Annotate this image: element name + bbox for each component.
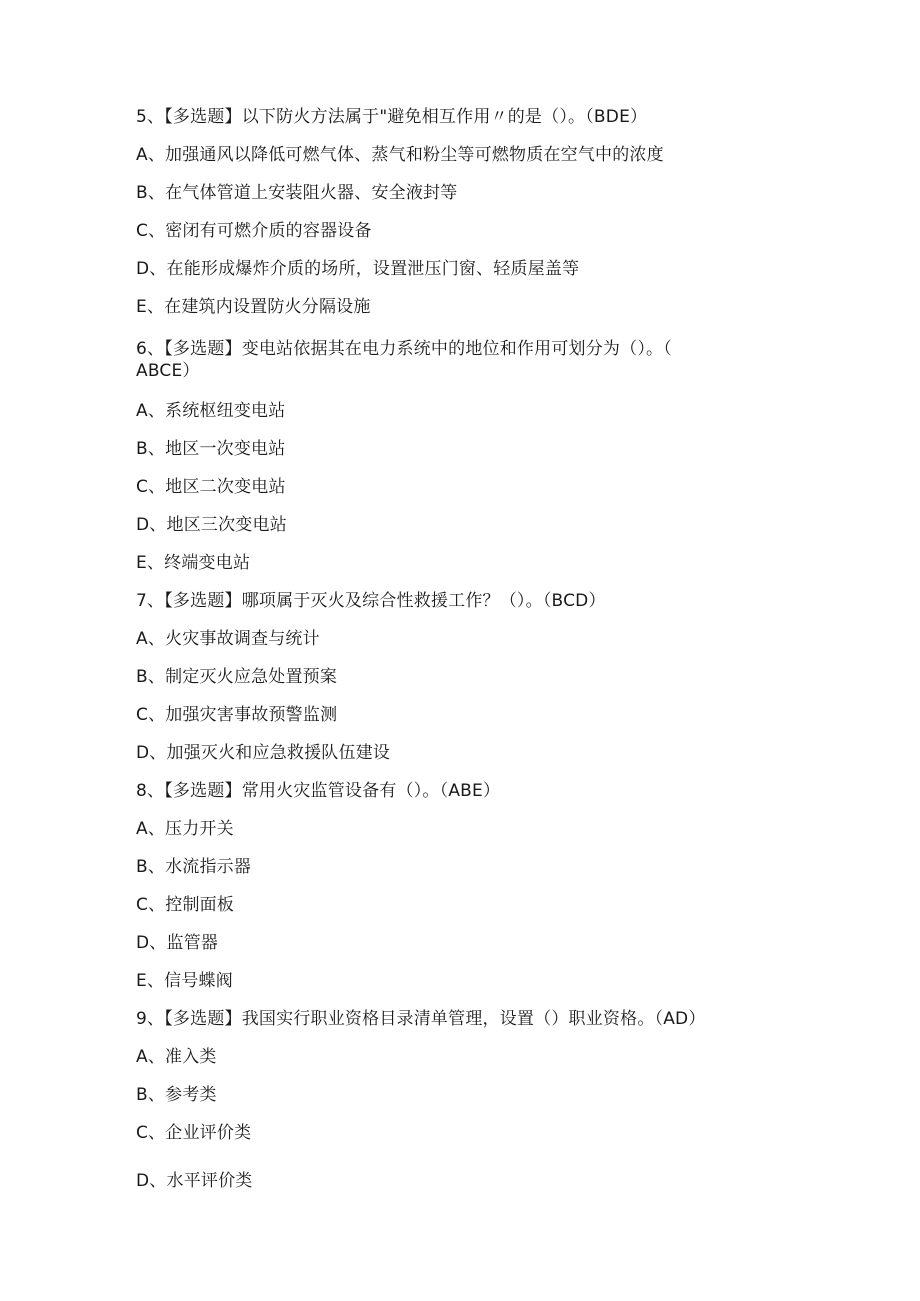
question-9-option-d: D、水平评价类 [136, 1171, 253, 1191]
question-9-option-b: B、参考类 [136, 1085, 217, 1105]
question-7-option-b: B、制定灭火应急处置预案 [136, 667, 338, 687]
question-8-option-a: A、压力开关 [136, 819, 234, 839]
question-5-option-d: D、在能形成爆炸介质的场所，设置泄压门窗、轻质屋盖等 [136, 259, 580, 279]
question-6-option-c: C、地区二次变电站 [136, 477, 286, 497]
question-5-option-b: B、在气体管道上安装阻火器、安全液封等 [136, 183, 458, 203]
question-5-option-c: C、密闭有可燃介质的容器设备 [136, 221, 372, 241]
question-6-stem-line2: ABCE） [136, 361, 200, 381]
question-9-option-a: A、准入类 [136, 1047, 217, 1067]
question-9-option-c: C、企业评价类 [136, 1123, 252, 1143]
question-6-option-e: E、终端变电站 [136, 553, 251, 573]
question-9-stem: 9、【多选题】我国实行职业资格目录清单管理，设置（）职业资格。（AD） [136, 1009, 706, 1029]
question-8-option-e: E、信号蝶阀 [136, 971, 233, 991]
question-7-option-c: C、加强灾害事故预警监测 [136, 705, 338, 725]
question-8-option-d: D、监管器 [136, 933, 219, 953]
question-6-stem-line1: 6、【多选题】变电站依据其在电力系统中的地位和作用可划分为（）。（ [136, 339, 672, 359]
question-7-stem: 7、【多选题】哪项属于灭火及综合性救援工作？（）。（BCD） [136, 591, 606, 611]
question-5-option-a: A、加强通风以降低可燃气体、蒸气和粉尘等可燃物质在空气中的浓度 [136, 145, 664, 165]
question-6-option-b: B、地区一次变电站 [136, 439, 286, 459]
question-7-option-d: D、加强灭火和应急救援队伍建设 [136, 743, 391, 763]
question-7-option-a: A、火灾事故调查与统计 [136, 629, 320, 649]
question-6-option-a: A、系统枢纽变电站 [136, 401, 286, 421]
question-8-option-b: B、水流指示器 [136, 857, 252, 877]
question-5-option-e: E、在建筑内设置防火分隔设施 [136, 297, 371, 317]
question-5-stem: 5、【多选题】以下防火方法属于"避免相互作用〃的是（）。（BDE） [136, 107, 648, 127]
question-8-option-c: C、控制面板 [136, 895, 235, 915]
question-6-option-d: D、地区三次变电站 [136, 515, 287, 535]
question-8-stem: 8、【多选题】常用火灾监管设备有（）。（ABE） [136, 781, 501, 801]
